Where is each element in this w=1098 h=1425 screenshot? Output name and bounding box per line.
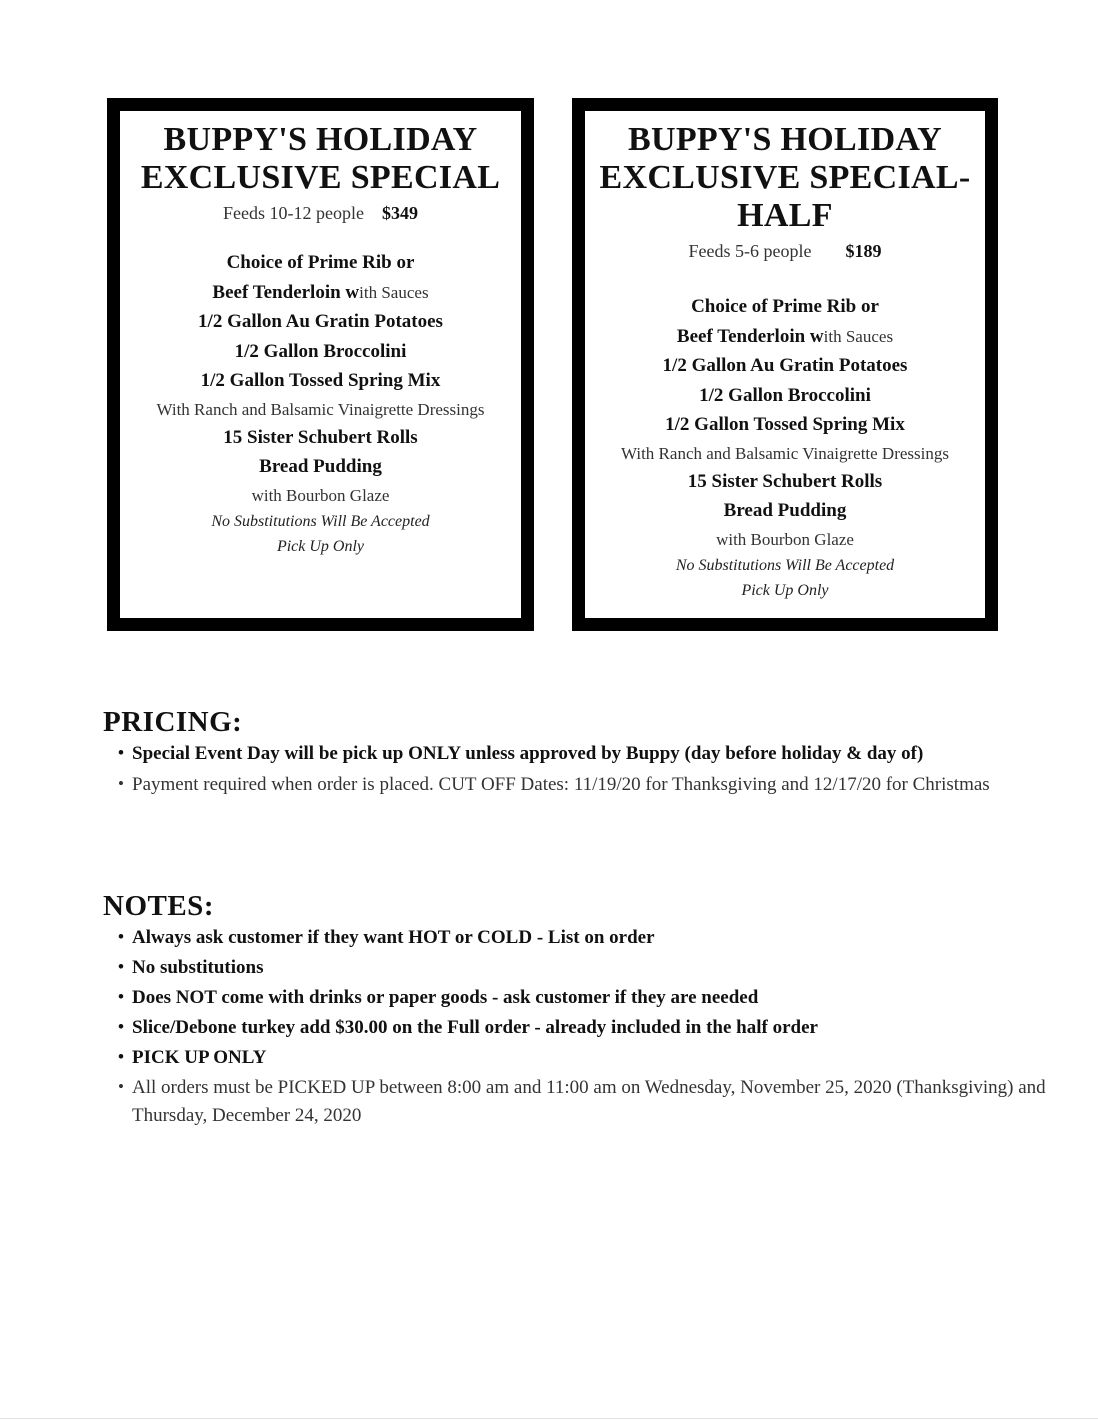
no-substitutions-note: No Substitutions Will Be Accepted <box>675 556 895 574</box>
menu-item-prime-rib: Choice of Prime Rib or <box>226 252 415 273</box>
page-bottom-divider <box>0 1418 1098 1419</box>
full-title-line-1: BUPPY'S HOLIDAY <box>163 121 478 158</box>
menu-item-spring-mix: 1/2 Gallon Tossed Spring Mix <box>200 370 441 391</box>
menu-item-potatoes: 1/2 Gallon Au Gratin Potatoes <box>662 355 908 376</box>
pricing-bullet-pickup: • Special Event Day will be pick up ONLY unless approved by Buppy (day before holiday & day of) <box>118 740 1058 768</box>
menu-item-bourbon-glaze: with Bourbon Glaze <box>716 529 854 549</box>
full-price: $349 <box>381 203 418 223</box>
full-title-line-2: EXCLUSIVE SPECIAL <box>140 159 501 196</box>
menu-item-rolls: 15 Sister Schubert Rolls <box>687 470 883 492</box>
menu-item-broccolini: 1/2 Gallon Broccolini <box>699 384 871 406</box>
menu-item-bourbon-glaze: with Bourbon Glaze <box>251 485 390 505</box>
full-special-title <box>120 121 521 197</box>
with-sauces-label: ith Sauces <box>823 326 894 346</box>
menu-item-prime-rib: Choice of Prime Rib or <box>691 296 879 317</box>
menu-item-beef-tenderloin <box>120 278 521 308</box>
half-feeds-text: Feeds 5-6 people <box>688 241 812 261</box>
notes-bullet-no-substitutions: • No substitutions <box>118 954 1058 982</box>
menu-item-beef-tenderloin <box>585 322 985 352</box>
pricing-bullet-payment: • Payment required when order is placed. CUT OFF Dates: 11/19/20 for Thanksgiving and 12/17/20 for Christmas <box>118 771 1058 799</box>
menu-item-bread-pudding: Bread Pudding <box>723 500 847 521</box>
notes-list <box>118 924 1058 1132</box>
half-title-line-1: BUPPY'S HOLIDAY <box>627 121 943 158</box>
half-special-box <box>572 98 998 631</box>
menu-item-potatoes: 1/2 Gallon Au Gratin Potatoes <box>198 311 443 332</box>
pricing-list <box>118 740 1058 802</box>
with-sauces-label: ith Sauces <box>359 282 429 302</box>
pick-up-only-note: Pick Up Only <box>741 581 829 599</box>
notes-bullet-pickup-times: • All orders must be PICKED UP between 8:00 am and 11:00 am on Wednesday, November 25, 2020 (Thanksgiving) and Thursday, December 24, 2020 <box>118 1074 1058 1130</box>
menu-item-broccolini: 1/2 Gallon Broccolini <box>234 340 407 362</box>
beef-tenderloin-label: Beef Tenderloin w <box>676 325 824 347</box>
full-menu-items <box>120 248 521 559</box>
half-menu-items <box>585 292 985 603</box>
half-feeds-line <box>585 241 985 262</box>
menu-item-bread-pudding: Bread Pudding <box>259 456 382 477</box>
half-title-line-3: HALF <box>737 197 833 234</box>
half-special-title <box>585 121 985 235</box>
notes-bullet-hot-cold: • Always ask customer if they want HOT or COLD - List on order <box>118 924 1058 952</box>
pricing-heading: PRICING: <box>103 706 243 738</box>
notes-bullet-pick-up-only: • PICK UP ONLY <box>118 1044 1058 1072</box>
notes-bullet-turkey: • Slice/Debone turkey add $30.00 on the Full order - already included in the half order <box>118 1014 1058 1042</box>
full-special-box <box>107 98 534 631</box>
pick-up-only-note: Pick Up Only <box>276 537 365 555</box>
notes-bullet-drinks: • Does NOT come with drinks or paper goods - ask customer if they are needed <box>118 984 1058 1012</box>
beef-tenderloin-label: Beef Tenderloin w <box>212 281 360 303</box>
notes-heading: NOTES: <box>103 890 214 922</box>
menu-item-dressings: With Ranch and Balsamic Vinaigrette Dressings <box>621 443 949 463</box>
full-feeds-text: Feeds 10-12 people <box>223 203 364 223</box>
menu-item-rolls: 15 Sister Schubert Rolls <box>223 426 418 448</box>
half-price: $189 <box>845 241 882 261</box>
full-feeds-line <box>120 203 521 224</box>
menu-item-spring-mix: 1/2 Gallon Tossed Spring Mix <box>665 414 905 435</box>
half-title-line-2: EXCLUSIVE SPECIAL- <box>599 159 971 196</box>
no-substitutions-note: No Substitutions Will Be Accepted <box>211 512 430 530</box>
menu-item-dressings: With Ranch and Balsamic Vinaigrette Dressings <box>156 399 485 419</box>
